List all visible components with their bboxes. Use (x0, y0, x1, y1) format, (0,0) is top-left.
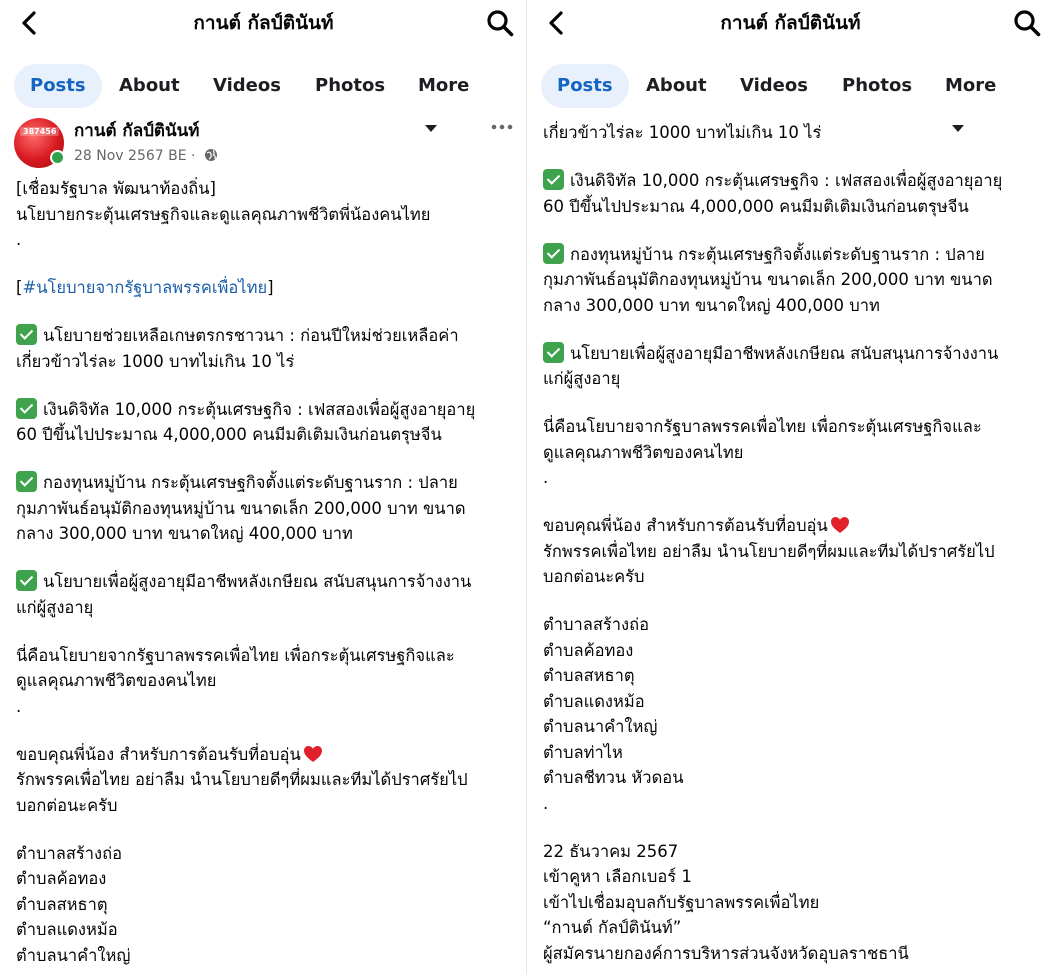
post-body (543, 120, 1043, 966)
post-line: นโยบายเพื่อผู้สูงอายุมีอาชีพหลังเกษียณ สนับสนุนการจ้างงาน (543, 341, 1043, 367)
post-line: เข้าคูหา เลือกเบอร์ 1 (543, 867, 692, 886)
tab-videos[interactable]: Videos (740, 75, 808, 96)
post-line: ตำบลสหธาตุ (16, 894, 108, 914)
post-line: กุมภาพันธ์อนุมัติกองทุนหมู่บ้าน ขนาดเล็ก 200,000 บาท ขนาด (16, 498, 466, 518)
post-body (16, 176, 516, 968)
post-line: กองทุนหมู่บ้าน กระตุ้นเศรษฐกิจตั้งแต่ระดับฐานราก : ปลาย (543, 242, 1043, 268)
post-line: . (16, 696, 22, 716)
post-line: ตำบลชีทวน หัวดอน (543, 768, 684, 787)
author-name[interactable]: กานต์ กัลป์ตินันท์ (74, 121, 200, 141)
avatar-text: 387456 (20, 127, 59, 136)
post-meta (74, 146, 218, 166)
chevron-left-icon[interactable] (543, 9, 571, 37)
hashtag-link[interactable]: #นโยบายจากรัฐบาลพรรคเพื่อไทย (22, 278, 268, 297)
top-bar (0, 0, 527, 46)
search-icon[interactable] (485, 8, 515, 38)
post-line: เกี่ยวข้าวไร่ละ 1000 บาทไม่เกิน 10 ไร่ (16, 351, 295, 371)
post-line: 60 ปีขึ้นไปประมาณ 4,000,000 คนมีมติเติมเงินก่อนตรุษจีน (543, 196, 969, 216)
more-options-icon[interactable] (490, 120, 514, 134)
online-status-dot (50, 150, 65, 165)
post-line: เข้าไปเชื่อมอุบลกับรัฐบาลพรรคเพื่อไทย (543, 892, 820, 912)
post-line: เงินดิจิทัล 10,000 กระตุ้นเศรษฐกิจ : เฟสสองเพื่อผู้สูงอายุอายุ (543, 168, 1043, 194)
post-line: นโยบายกระตุ้นเศรษฐกิจและดูแลคุณภาพชีวิตพี่น้องคนไทย (16, 204, 431, 224)
post-line: รักพรรคเพื่อไทย อย่าลืม นำนโยบายดีๆที่ผมและทีมได้ปราศรัยไป (543, 541, 995, 561)
post-line: ตำบลสหธาตุ (543, 666, 635, 685)
post-line: ตำบลท่าไห (543, 742, 623, 762)
check-mark-icon (16, 398, 37, 419)
check-mark-icon (16, 570, 37, 591)
top-bar (527, 0, 1054, 46)
post-line: ขอบคุณพี่น้อง สำหรับการต้อนรับที่อบอุ่น (16, 742, 516, 768)
post-line: เงินดิจิทัล 10,000 กระตุ้นเศรษฐกิจ : เฟสสองเพื่อผู้สูงอายุอายุ (16, 397, 516, 423)
check-mark-icon (543, 169, 564, 190)
post-line: รักพรรคเพื่อไทย อย่าลืม นำนโยบายดีๆที่ผมและทีมได้ปราศรัยไป (16, 770, 468, 789)
post-line: ตำบลแดงหม้อ (16, 920, 118, 939)
post-line: นี่คือนโยบายจากรัฐบาลพรรคเพื่อไทย เพื่อกระตุ้นเศรษฐกิจและ (16, 645, 455, 665)
post-line: [เชื่อมรัฐบาล พัฒนาท้องถิ่น] (16, 179, 216, 198)
post-line: บอกต่อนะครับ (543, 567, 645, 586)
post-line: ตำบลค้อทอง (16, 869, 107, 888)
tab-posts[interactable]: Posts (14, 64, 102, 108)
post-line: นโยบายเพื่อผู้สูงอายุมีอาชีพหลังเกษียณ สนับสนุนการจ้างงาน (16, 569, 516, 595)
post-line: ตำบลค้อทอง (543, 640, 634, 660)
post-line: 60 ปีขึ้นไปประมาณ 4,000,000 คนมีมติเติมเงินก่อนตรุษจีน (16, 425, 442, 444)
tab-about[interactable]: About (646, 75, 707, 96)
tab-posts[interactable]: Posts (541, 64, 629, 108)
post-line: กองทุนหมู่บ้าน กระตุ้นเศรษฐกิจตั้งแต่ระดับฐานราก : ปลาย (16, 470, 516, 496)
post-line: ผู้สมัครนายกองค์การบริหารส่วนจังหวัดอุบลราชธานี (543, 943, 909, 963)
heart-icon (830, 516, 850, 534)
check-mark-icon (16, 471, 37, 492)
check-mark-icon (543, 342, 564, 363)
post-line: 22 ธันวาคม 2567 (543, 841, 679, 861)
post-line: นโยบายช่วยเหลือเกษตรกรชาวนา : ก่อนปีใหม่ช่วยเหลือค่า (16, 323, 516, 349)
tab-photos[interactable]: Photos (315, 75, 386, 96)
post-line: ตำบลนาคำใหญ่ (543, 717, 658, 736)
post-line: กุมภาพันธ์อนุมัติกองทุนหมู่บ้าน ขนาดเล็ก 200,000 บาท ขนาด (543, 270, 993, 289)
heart-icon (303, 745, 323, 763)
post-line: ตำบลแดงหม้อ (543, 691, 645, 711)
tab-about[interactable]: About (119, 75, 180, 96)
search-icon[interactable] (1012, 8, 1042, 38)
post-line: กลาง 300,000 บาท ขนาดใหญ่ 400,000 บาท (16, 524, 353, 543)
check-mark-icon (543, 243, 564, 264)
post-line: . (16, 230, 22, 249)
post-line: ตำบาลสร้างถ่อ (16, 843, 122, 863)
page-title: กานต์ กัลป์ตินันท์ (720, 12, 861, 34)
post-line: นี่คือนโยบายจากรัฐบาลพรรคเพื่อไทย เพื่อกระตุ้นเศรษฐกิจและ (543, 417, 982, 436)
post-line: บอกต่อนะครับ (16, 795, 118, 815)
post-line: ตำบาลสร้างถ่อ (543, 615, 649, 634)
tab-more[interactable]: More (418, 64, 469, 108)
post-line: ขอบคุณพี่น้อง สำหรับการต้อนรับที่อบอุ่น (543, 513, 1043, 539)
post-line: แก่ผู้สูงอายุ (16, 597, 94, 617)
chevron-left-icon[interactable] (16, 9, 44, 37)
post-line: กลาง 300,000 บาท ขนาดใหญ่ 400,000 บาท (543, 295, 880, 315)
post-line: ดูแลคุณภาพชีวิตของคนไทย (16, 671, 217, 690)
post-line: . (543, 793, 549, 813)
tab-more[interactable]: More (945, 64, 996, 108)
post-line: ตำบลนาคำใหญ่ (16, 945, 131, 965)
post-line: แก่ผู้สูงอายุ (543, 369, 621, 388)
globe-icon (204, 148, 218, 162)
post-line: [#นโยบายจากรัฐบาลพรรคเพื่อไทย] (16, 278, 274, 297)
tab-videos[interactable]: Videos (213, 75, 281, 96)
post-line: ดูแลคุณภาพชีวิตของคนไทย (543, 442, 744, 462)
post-date[interactable]: 28 Nov 2567 BE · (74, 148, 196, 164)
post-line: “กานต์ กัลป์ตินันท์” (543, 918, 682, 937)
post-line: เกี่ยวข้าวไร่ละ 1000 บาทไม่เกิน 10 ไร่ (543, 123, 822, 142)
page-title: กานต์ กัลป์ตินันท์ (193, 12, 334, 34)
tab-photos[interactable]: Photos (842, 75, 913, 96)
post-line: . (543, 468, 549, 487)
screenshot-right (527, 0, 1054, 974)
check-mark-icon (16, 324, 37, 345)
post-header (14, 116, 514, 170)
